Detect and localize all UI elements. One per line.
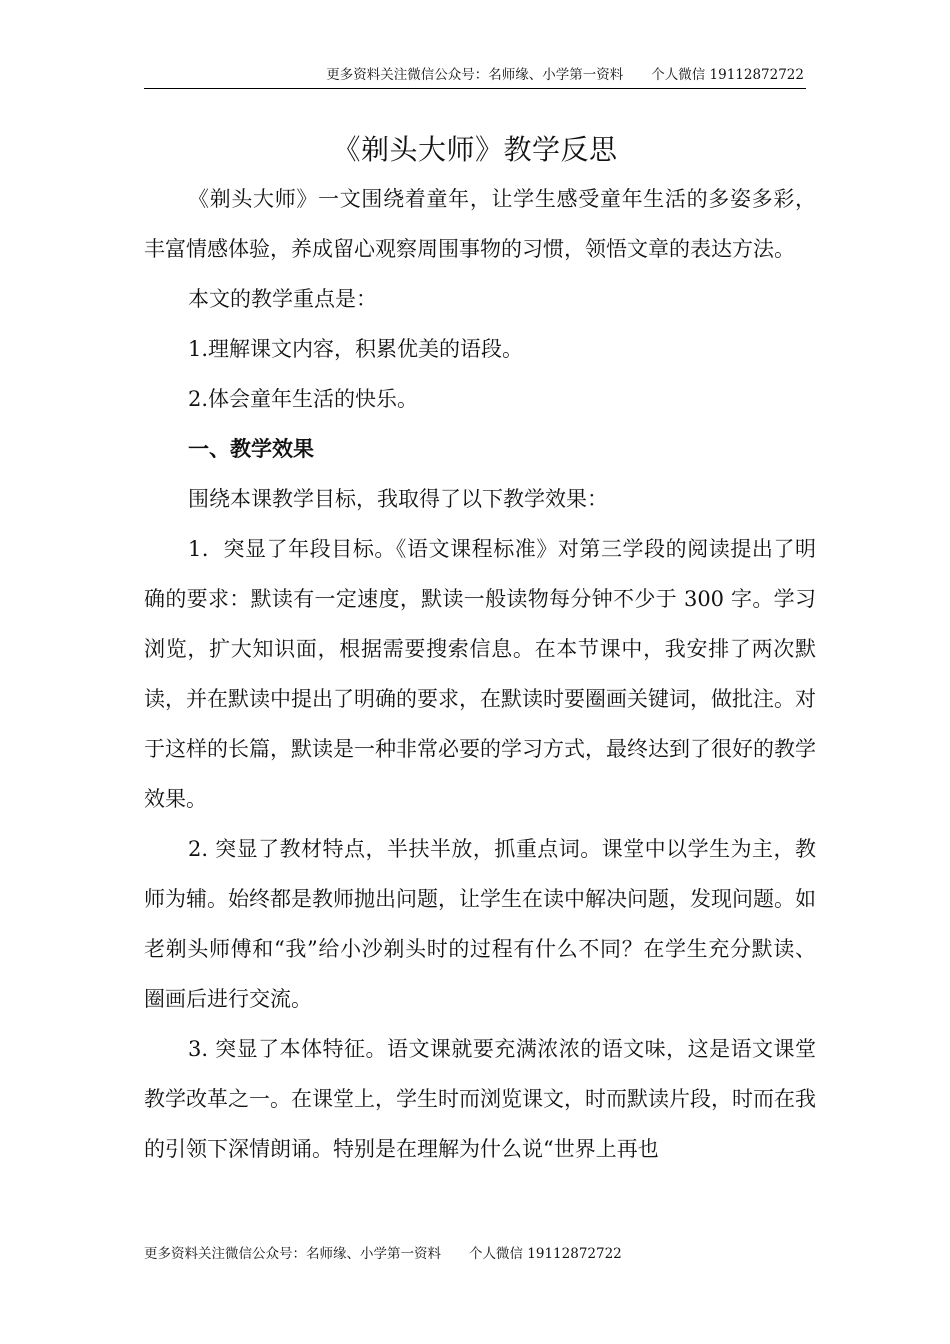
effect-paragraph-2: 2. 突显了教材特点，半扶半放，抓重点词。课堂中以学生为主，教师为辅。始终都是教师抛出问题，让学生在读中解决问题，发现问题。如老剃头师傅和“我”给小沙剃头时的过程有什么不同？在学生充分默读、圈画后进行交流。 <box>144 837 816 1011</box>
focus-item-1: 1.理解课文内容，积累优美的语段。 <box>188 337 524 361</box>
document-title: 《剃头大师》教学反思 <box>332 133 618 166</box>
effect-intro-paragraph: 围绕本课教学目标，我取得了以下教学效果： <box>188 487 608 511</box>
section-heading-teaching-effect: 一、教学效果 <box>188 437 314 461</box>
focus-item-2: 2.体会童年生活的快乐。 <box>188 387 419 411</box>
page-header <box>144 66 806 89</box>
header-personal-wechat: 个人微信 19112872722 <box>651 67 804 83</box>
effect-paragraph-1: 1．突显了年段目标。《语文课程标准》对第三学段的阅读提出了明确的要求：默读有一定速度，默读一般读物每分钟不少于 300 字。学习浏览，扩大知识面，根据需要搜索信息。在本节课中，我安排了两次默读，并在默读中提出了明确的要求，在默读时要圈画关键词，做批注。对于这样的长篇，默读是一种非常必要的学习方式，最终达到了很好的教学效果。 <box>144 537 816 811</box>
intro-paragraph: 《剃头大师》一文围绕着童年，让学生感受童年生活的多姿多彩，丰富情感体验，养成留心观察周围事物的习惯，领悟文章的表达方法。 <box>144 187 816 261</box>
header-wechat-text: 更多资料关注微信公众号：名师缘、小学第一资料 <box>326 67 624 83</box>
document-body <box>144 174 816 1174</box>
focus-heading: 本文的教学重点是： <box>188 287 377 311</box>
footer-wechat-text: 更多资料关注微信公众号：名师缘、小学第一资料 <box>144 1246 441 1262</box>
page-footer <box>144 1245 622 1263</box>
footer-personal-wechat: 个人微信 19112872722 <box>469 1246 622 1262</box>
effect-paragraph-3: 3. 突显了本体特征。语文课就要充满浓浓的语文味，这是语文课堂教学改革之一。在课堂上，学生时而浏览课文，时而默读片段，时而在我的引领下深情朗诵。特别是在理解为什么说“世界上再也 <box>144 1037 816 1161</box>
